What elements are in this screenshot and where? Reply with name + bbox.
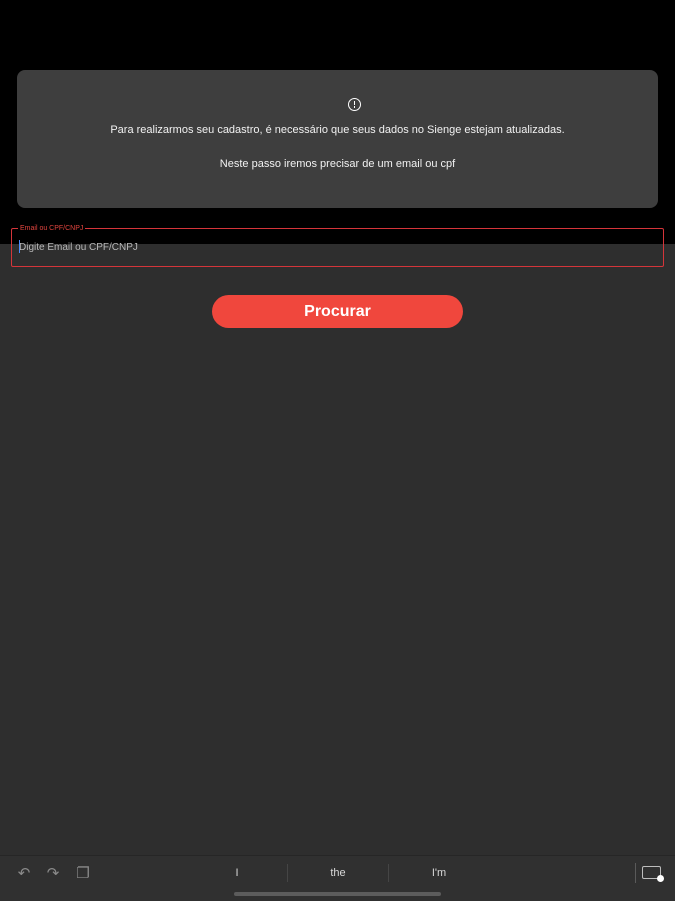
suggestion-3[interactable]: I'm xyxy=(431,867,447,879)
search-field[interactable] xyxy=(11,225,664,267)
home-indicator[interactable] xyxy=(234,892,441,896)
clipboard-icon[interactable]: ❐ xyxy=(76,864,90,882)
suggestion-2[interactable]: the xyxy=(330,867,346,879)
info-card xyxy=(17,70,658,208)
toolbar-divider xyxy=(635,863,636,883)
info-submessage: Neste passo iremos precisar de um email ou cpf xyxy=(219,158,456,170)
undo-icon[interactable]: ↶ xyxy=(17,864,31,882)
redo-icon[interactable]: ↷ xyxy=(46,864,60,882)
text-caret xyxy=(19,240,20,253)
info-circle-icon xyxy=(348,98,361,111)
info-message: Para realizarmos seu cadastro, é necessário que seus dados no Sienge estejam atualizadas. xyxy=(110,124,565,136)
suggestion-1[interactable]: I xyxy=(235,867,239,879)
keyboard-toolbar xyxy=(0,855,675,901)
keyboard-hide-icon[interactable] xyxy=(642,866,661,879)
search-button[interactable]: Procurar xyxy=(212,295,463,328)
search-input[interactable] xyxy=(19,240,619,254)
search-field-label: Email ou CPF/CNPJ xyxy=(20,225,84,232)
